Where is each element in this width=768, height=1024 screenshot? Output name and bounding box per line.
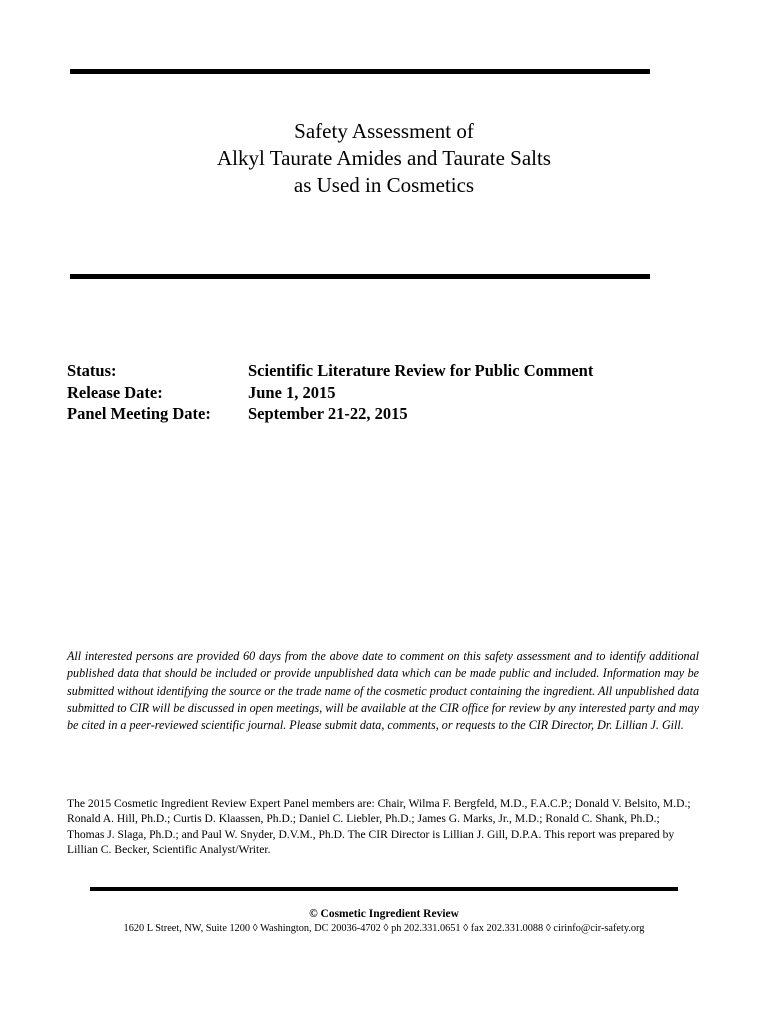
status-label: Status: — [67, 361, 117, 380]
title-line-3: as Used in Cosmetics — [293, 173, 475, 197]
footer-organization: © Cosmetic Ingredient Review — [309, 908, 459, 920]
panel-meeting-date-value: September 21-22, 2015 — [248, 404, 408, 423]
expert-panel-note: The 2015 Cosmetic Ingredient Review Expert Panel members are: Chair, Wilma F. Bergfeld, M.D., F.A.C.P.; Donald V. Belsito, M.D.; Ronald A. Hill, Ph.D.; Curtis D. Klaassen, Ph.D.; Daniel C. Liebler, Ph.D.; James G. Marks, Jr., M.D.; Ronald C. Shank, Ph.D.; Thomas J. Slaga, Ph.D.; and Paul W. Snyder, D.V.M., Ph.D. The CIR Director is Lillian J. Gill, D.P.A. This report was prepared by Lillian C. Becker, Scientific Analyst/Writer. — [67, 797, 691, 856]
footer-contact-info: 1620 L Street, NW, Suite 1200 ◊ Washington, DC 20036-4702 ◊ ph 202.331.0651 ◊ fax 202.331.0088 ◊ cirinfo@cir-safety.org — [123, 923, 645, 934]
top-divider-rule — [70, 69, 650, 74]
panel-meeting-date-label: Panel Meeting Date: — [67, 404, 211, 423]
status-value: Scientific Literature Review for Public Comment — [248, 361, 594, 380]
release-date-label: Release Date: — [67, 382, 163, 402]
title-line-2: Alkyl Taurate Amides and Taurate Salts — [217, 146, 551, 170]
release-date-value: June 1, 2015 — [248, 382, 336, 402]
title-line-1: Safety Assessment of — [294, 119, 474, 143]
middle-divider-rule — [70, 274, 650, 279]
footer-divider-rule — [90, 887, 678, 891]
footer — [70, 907, 698, 936]
panel-meeting-date-row — [67, 403, 593, 425]
document-title — [70, 118, 698, 199]
public-comment-notice: All interested persons are provided 60 days from the above date to comment on this safety assessment and to identify additional published data that should be included or provide unpublished data which can be made public and included. Information may be submitted without identifying the source or the trade name of the cosmetic product containing the ingredient. All unpublished data submitted to CIR will be discussed in open meetings, will be available at the CIR office for review by any interested party and may be cited in a peer-reviewed scientific journal. Please submit data, comments, or requests to the CIR Director, Dr. Lillian J. Gill. — [67, 649, 699, 733]
release-date-row — [67, 382, 593, 404]
status-table — [67, 360, 593, 425]
status-row — [67, 360, 593, 382]
